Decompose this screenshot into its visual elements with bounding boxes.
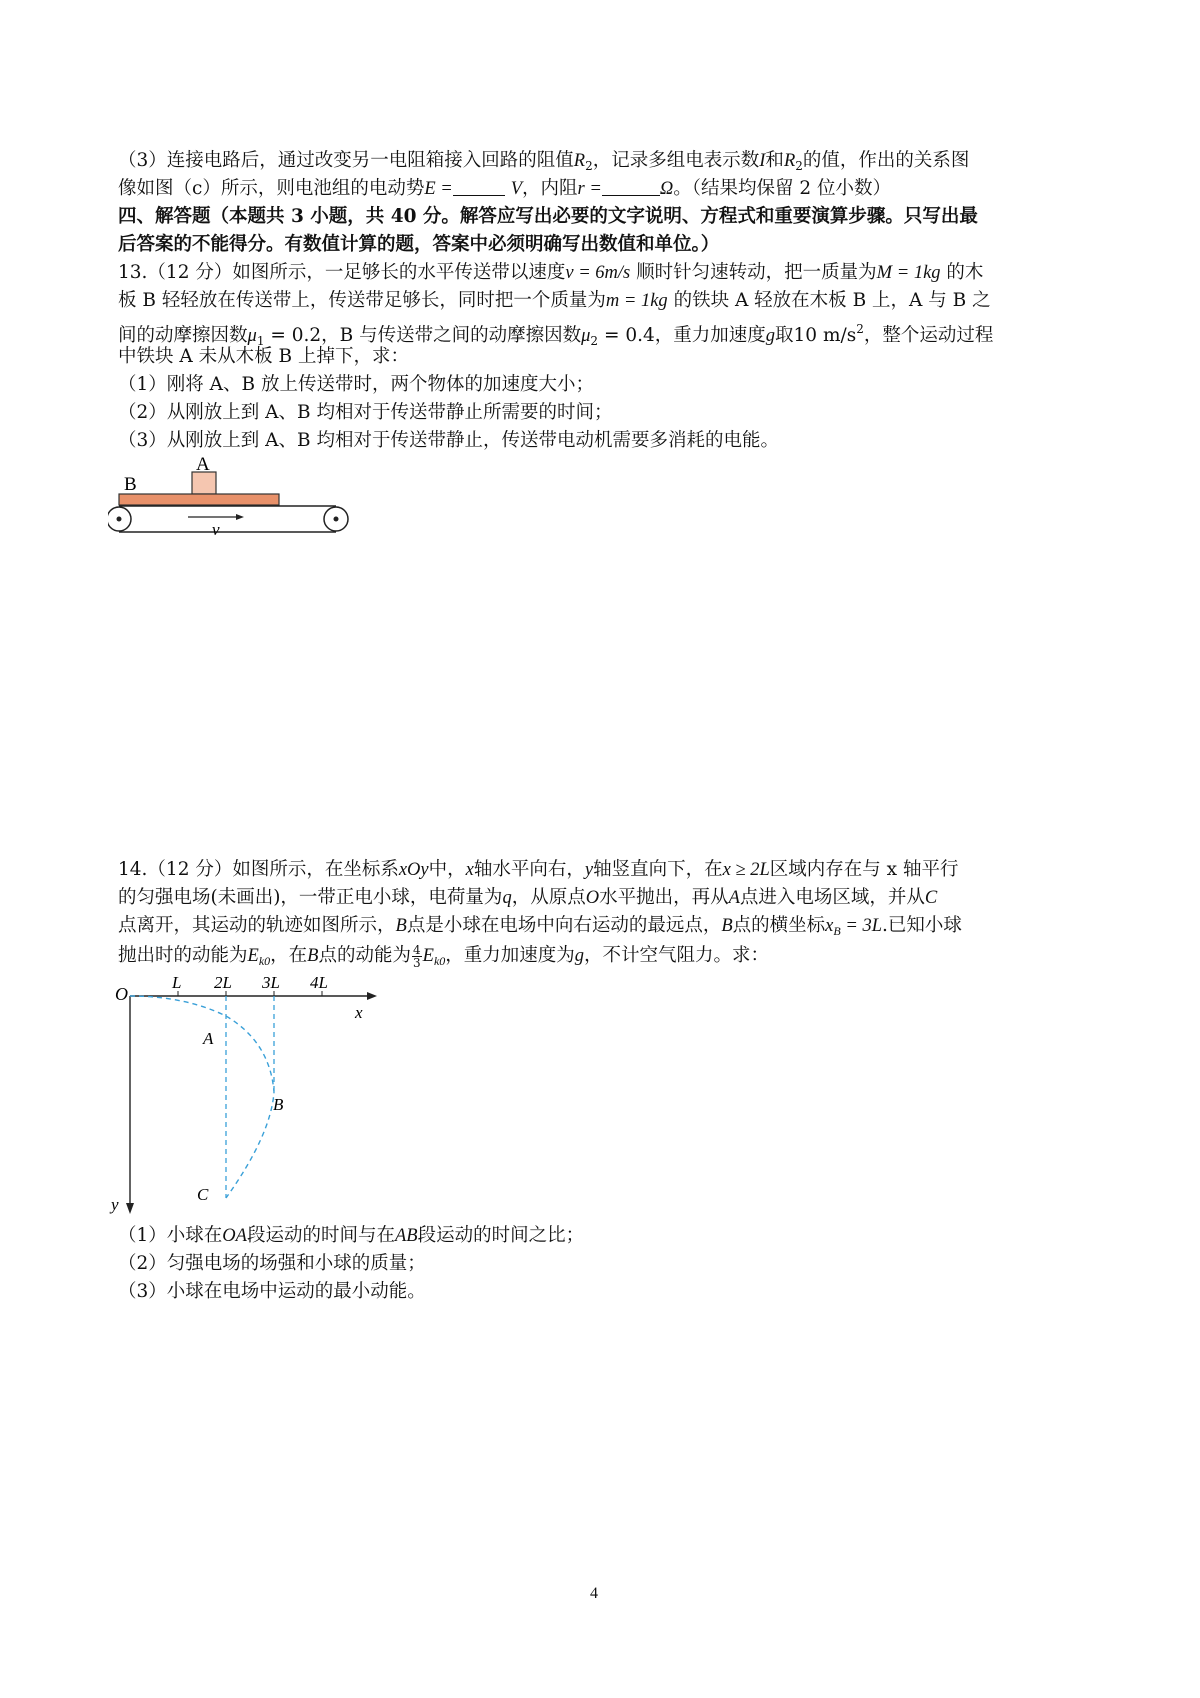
trajectory-curve [130,996,274,1198]
q13-conveyor-figure [108,455,388,547]
q13-line3: 间的动摩擦因数$\mu_1 = 0.2$，B 与传送带之间的动摩擦因数$\mu_2 = 0.4$，重力加速度g取10 $m/s^2$，整个运动过程 [118,322,994,348]
label-b: B [124,474,137,495]
q14-line3: 点离开，其运动的轨迹如图所示，B点是小球在电场中向右运动的最远点，B点的横坐标$x_B = 3L$.已知小球 [118,915,962,938]
q13-part3: （3）从刚放上到 A、B 均相对于传送带静止，传送带电动机需要多消耗的电能。 [118,430,779,451]
page-number: 4 [590,1585,598,1602]
q14-line4: 抛出时的动能为$E_{k0}$，在B点的动能为 $\frac{4}{3}$ $E_{k0}$，重力加速度为g，不计空气阻力。求： [118,942,770,970]
tick-label-4L: 4L [310,973,328,992]
q13-line2: 板 B 轻轻放在传送带上，传送带足够长，同时把一个质量为m = 1kg 的铁块 A 轻放在木板 B 上，A 与 B 之 [118,290,991,311]
y-axis-arrow-icon [126,1203,134,1214]
section4-header-line1: 四、解答题（本题共 3 小题，共 40 分。解答应写出必要的文字说明、方程式和重要演算步骤。只写出最 [118,206,978,227]
answer-blank-r[interactable] [602,177,660,196]
board-b [119,494,279,505]
velocity-arrowhead-icon [236,514,244,520]
point-b-label: B [273,1095,284,1114]
x-axis-arrow-icon [367,992,377,1000]
origin-label: O [115,984,128,1004]
label-v: v [212,520,220,539]
q14-part2: （2）匀强电场的场强和小球的质量； [118,1253,426,1274]
q14-line1: 14.（12 分）如图所示，在坐标系xOy中，x轴水平向右，y轴竖直向下，在x ≥ 2L区域内存在与 x 轴平行 [118,859,959,880]
q14-trajectory-figure [105,970,385,1220]
q14-part1: （1）小球在OA段运动的时间与在AB段运动的时间之比； [118,1225,585,1246]
q14-line2: 的匀强电场(未画出)，一带正电小球，电荷量为q，从原点O水平抛出，再从A点进入电场区域，并从C [118,887,938,908]
block-a [192,472,216,494]
tick-label-3L: 3L [262,973,280,992]
section4-header-line2: 后答案的不能得分。有数值计算的题，答案中必须明确写出数值和单位。） [118,234,720,255]
q14-part3: （3）小球在电场中运动的最小动能。 [118,1281,426,1302]
q13-line1: 13.（12 分）如图所示，一足够长的水平传送带以速度v = 6m/s 顺时针匀速转动，把一质量为M = 1kg 的木 [118,262,984,283]
q13-line4: 中铁块 A 未从木板 B 上掉下，求： [118,346,409,367]
right-pulley-axle [334,517,339,522]
q13-part1: （1）刚将 A、B 放上传送带时，两个物体的加速度大小； [118,374,594,395]
point-a-label: A [203,1029,214,1048]
fraction-four-thirds: $\frac{4}{3}$ [413,942,421,970]
label-a: A [196,455,210,475]
point-c-label: C [197,1185,209,1204]
answer-blank-E[interactable] [453,177,505,196]
x-axis-label: x [355,1003,363,1022]
tick-label-L: L [172,973,182,992]
left-pulley-axle [117,517,122,522]
y-axis-label: y [111,1195,119,1214]
q12-part3-line2: 像如图（c）所示，则电池组的电动势E = V，内阻r = Ω。（结果均保留 2 位小数） [118,178,892,199]
q13-part2: （2）从刚放上到 A、B 均相对于传送带静止所需要的时间； [118,402,613,423]
q12-part3-line1: （3）连接电路后，通过改变另一电阻箱接入回路的阻值$R_2$，记录多组电表示数I和$R_2$的值，作出的关系图 [118,150,970,173]
tick-label-2L: 2L [214,973,232,992]
